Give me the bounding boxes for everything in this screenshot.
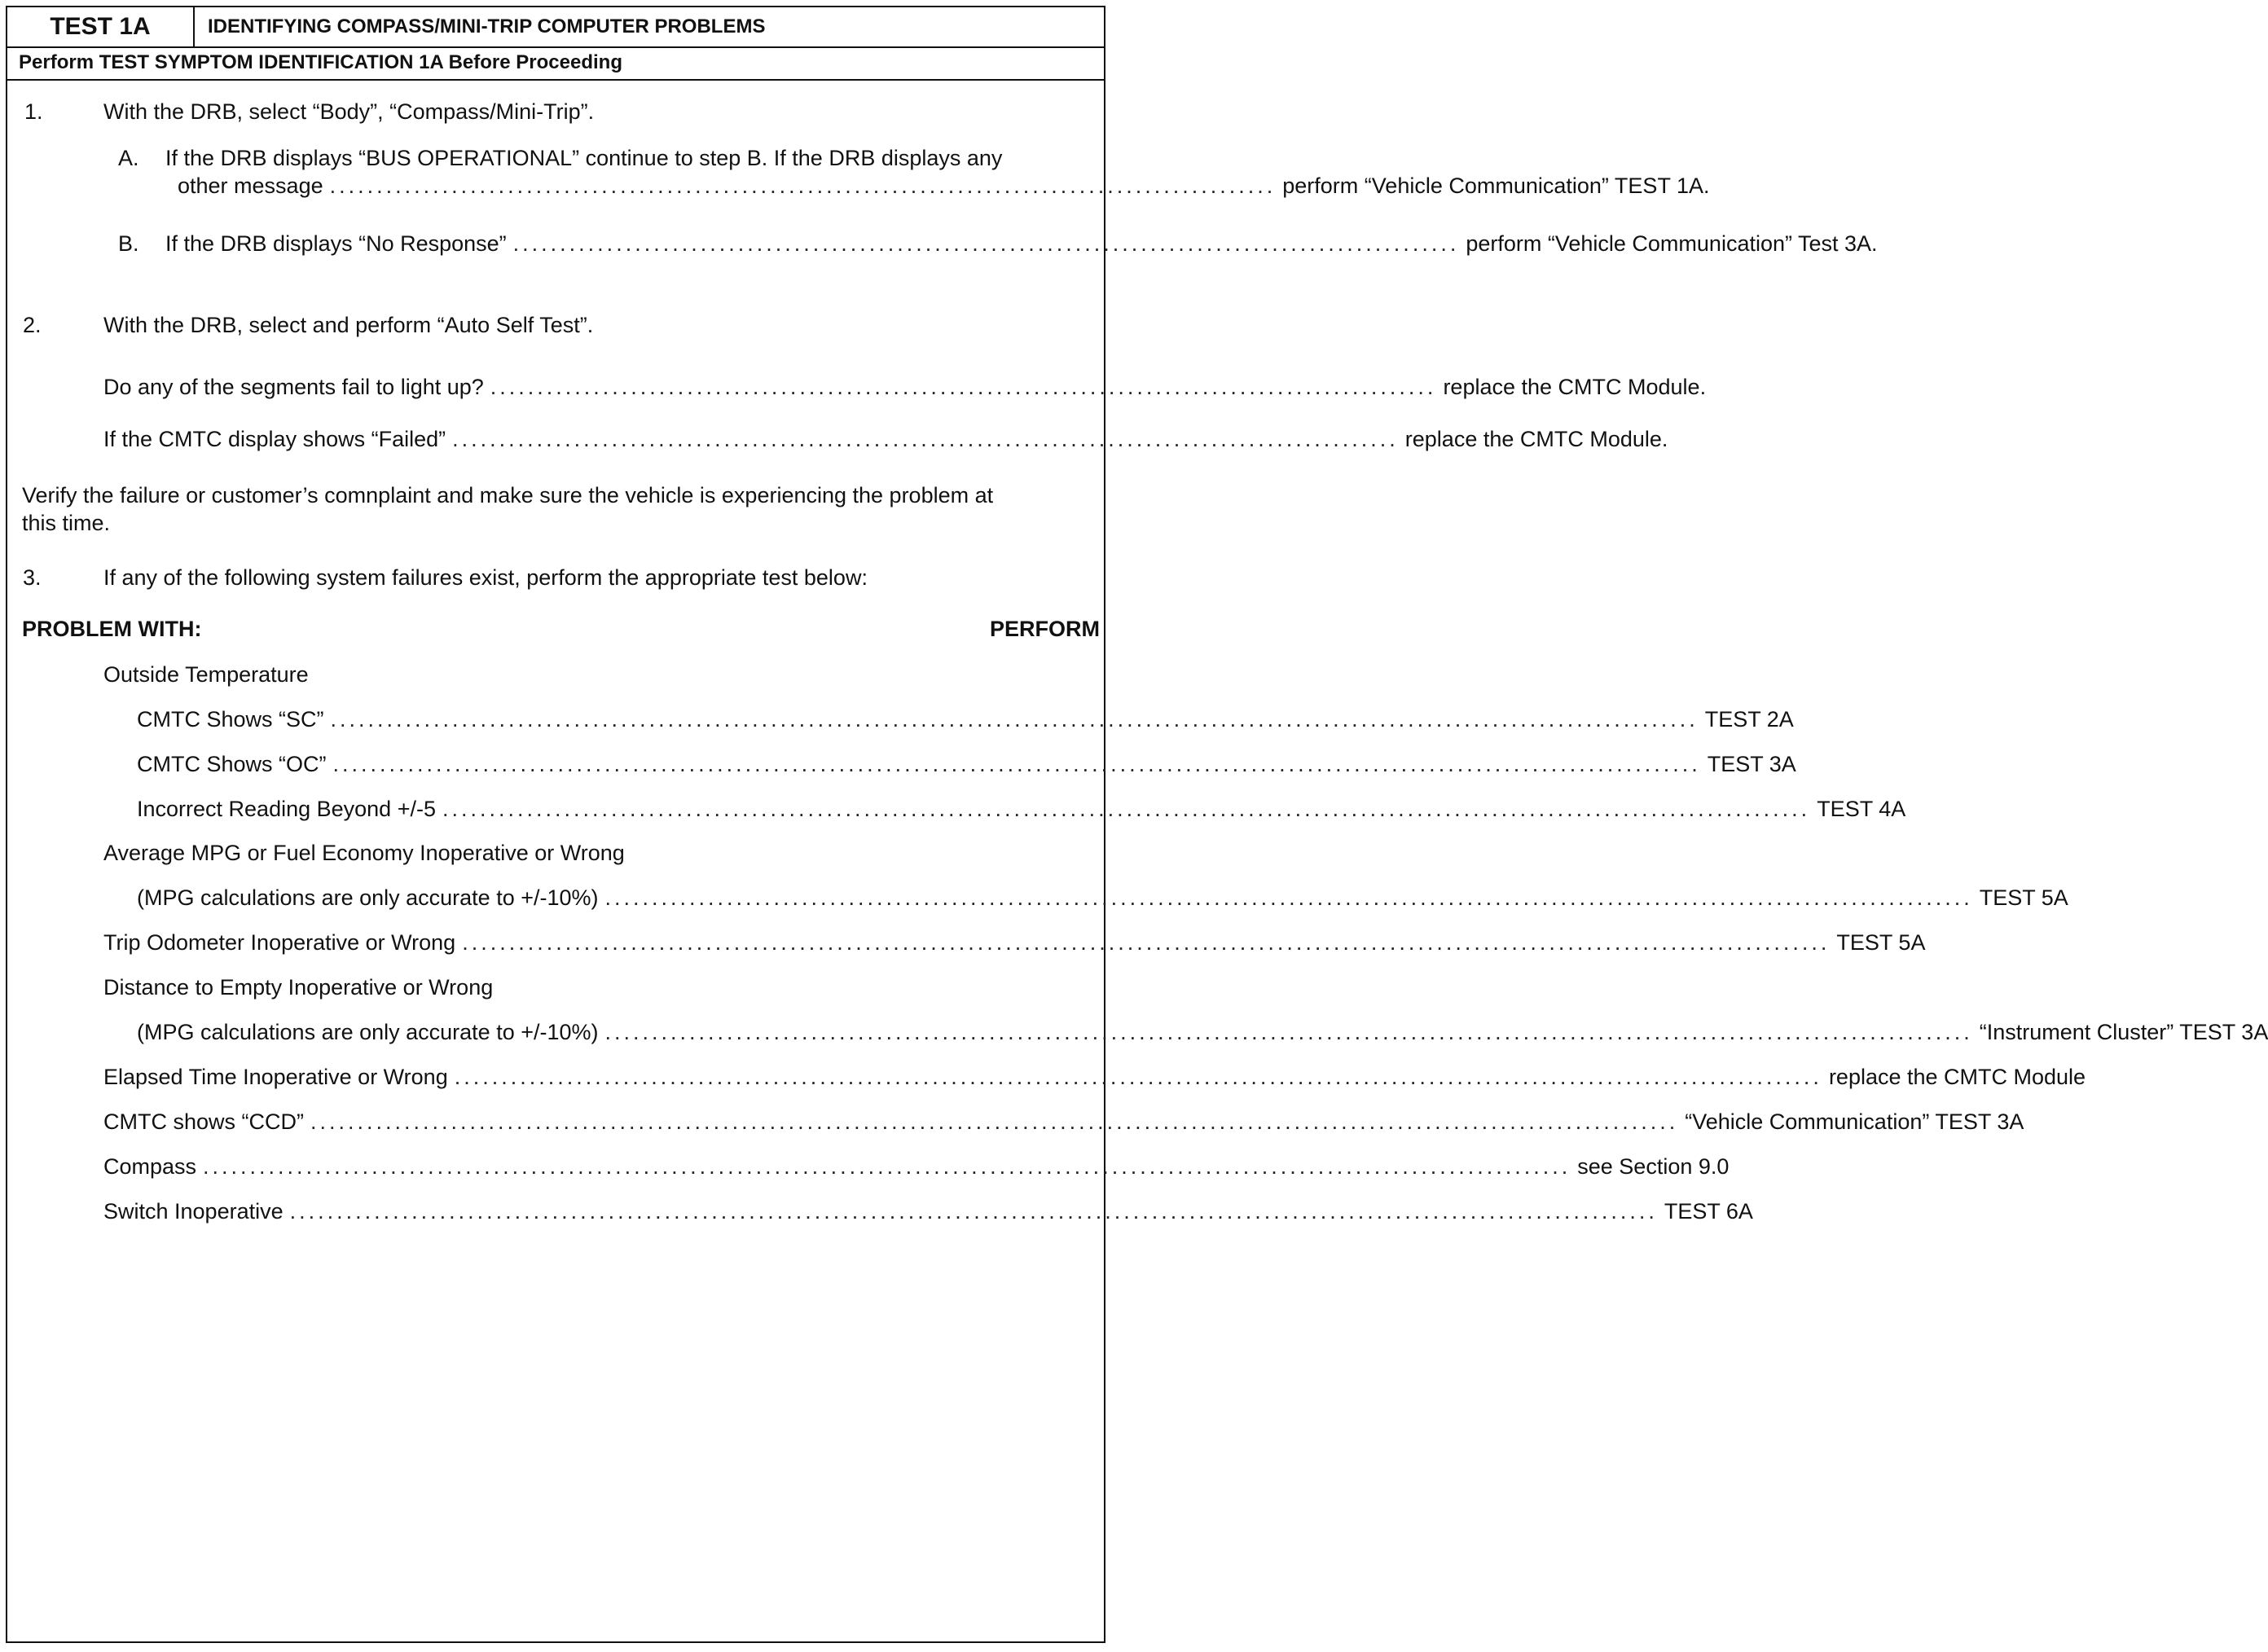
leader-dots: .................................................................................................................................................. (604, 1020, 1973, 1044)
step1b-label: B. (118, 231, 139, 256)
row-right-text: TEST 5A (1979, 885, 2068, 910)
row-left-text: CMTC shows “CCD” (103, 1109, 304, 1134)
row-right-text: “Instrument Cluster” TEST 3A (1979, 1020, 2268, 1044)
step2-q1 (103, 373, 1707, 401)
col-header-problem: PROBLEM WITH: (22, 617, 202, 641)
row-left-text: Trip Odometer Inoperative or Wrong (103, 930, 456, 955)
leader-dots: ..................................................................................................... (329, 174, 1277, 198)
header-row (7, 7, 1104, 48)
row-left-text: Elapsed Time Inoperative or Wrong (103, 1065, 448, 1089)
row-left-text: Incorrect Reading Beyond +/-5 (137, 797, 436, 821)
subtitle: Perform TEST SYMPTOM IDENTIFICATION 1A Before Proceeding (19, 51, 622, 73)
step2-number: 2. (23, 313, 42, 337)
leader-dots: ..................................................................................................... (490, 375, 1437, 399)
step2-q2-right: replace the CMTC Module. (1404, 427, 1668, 451)
step2-q1-right: replace the CMTC Module. (1443, 375, 1707, 399)
row-right-text: “Vehicle Communication” TEST 3A (1685, 1109, 2024, 1134)
leader-dots: ..................................................................................................... (512, 231, 1460, 256)
step2-q2-left: If the CMTC display shows “Failed” (103, 427, 446, 451)
step1a-label: A. (118, 146, 139, 170)
leader-dots: .................................................................................................................................................. (332, 752, 1701, 776)
row-right-text: TEST 3A (1707, 752, 1796, 776)
page-title: IDENTIFYING COMPASS/MINI-TRIP COMPUTER PROBLEMS (208, 15, 766, 37)
row-distance-to-empty: Distance to Empty Inoperative or Wrong (103, 975, 494, 1000)
row-mpg-accuracy-2 (137, 1018, 2268, 1046)
leader-dots: .................................................................................................................................................. (454, 1065, 1822, 1089)
step1-text: With the DRB, select “Body”, “Compass/Mini-Trip”. (103, 99, 595, 124)
row-left-text: (MPG calculations are only accurate to +/-10%) (137, 1020, 599, 1044)
step1a-line2 (178, 172, 1710, 200)
row-left-text: CMTC Shows “OC” (137, 752, 327, 776)
leader-dots: ..................................................................................................... (452, 427, 1399, 451)
row-left-text: Compass (103, 1154, 197, 1179)
row-right-text: TEST 2A (1704, 707, 1794, 732)
step1b-right: perform “Vehicle Communication” Test 3A. (1466, 231, 1878, 256)
step1-number: 1. (24, 99, 43, 124)
step2-text: With the DRB, select and perform “Auto Self Test”. (103, 313, 594, 337)
test-id: TEST 1A (7, 7, 195, 46)
leader-dots: .................................................................................................................................................. (310, 1109, 1679, 1134)
subtitle-row (7, 46, 1104, 81)
row-right-text: TEST 4A (1817, 797, 1906, 821)
step2-q2 (103, 425, 1668, 453)
step3-text: If any of the following system failures exist, perform the appropriate test below: (103, 565, 868, 590)
row-outside-temperature: Outside Temperature (103, 662, 309, 687)
row-cmtc-ccd (103, 1108, 2024, 1136)
row-left-text: (MPG calculations are only accurate to +/-10%) (137, 885, 599, 910)
row-cmtc-sc (137, 705, 1794, 733)
step3-number: 3. (23, 565, 42, 590)
row-trip-odometer (103, 929, 1926, 956)
row-right-text: TEST 5A (1836, 930, 1926, 955)
row-right-text: see Section 9.0 (1577, 1154, 1730, 1179)
step1a-line2-right: perform “Vehicle Communication” TEST 1A. (1282, 174, 1710, 198)
step1a-line1: If the DRB displays “BUS OPERATIONAL” continue to step B. If the DRB displays any (165, 146, 1003, 170)
leader-dots: .................................................................................................................................................. (203, 1154, 1571, 1179)
leader-dots: .................................................................................................................................................. (330, 707, 1699, 732)
row-compass (103, 1153, 1730, 1180)
row-incorrect-reading (137, 795, 1906, 823)
row-switch-inoperative (103, 1197, 1753, 1225)
row-mpg-accuracy-1 (137, 884, 2068, 912)
row-left-text: CMTC Shows “SC” (137, 707, 324, 732)
leader-dots: .................................................................................................................................................. (442, 797, 1811, 821)
row-cmtc-oc (137, 750, 1796, 778)
row-average-mpg: Average MPG or Fuel Economy Inoperative or Wrong (103, 841, 625, 865)
leader-dots: .................................................................................................................................................. (604, 885, 1973, 910)
col-header-perform: PERFORM (990, 617, 1100, 641)
step2-q1-left: Do any of the segments fail to light up? (103, 375, 484, 399)
row-right-text: TEST 6A (1664, 1199, 1753, 1224)
row-left-text: Switch Inoperative (103, 1199, 284, 1224)
row-elapsed-time (103, 1063, 2086, 1091)
step1b-left: If the DRB displays “No Response” (165, 231, 507, 256)
step1b-line (165, 230, 1878, 257)
verify-line2: this time. (22, 511, 111, 535)
leader-dots: .................................................................................................................................................. (289, 1199, 1658, 1224)
verify-line1: Verify the failure or customer’s comnplaint and make sure the vehicle is experiencing the problem at (22, 483, 994, 507)
leader-dots: .................................................................................................................................................. (462, 930, 1831, 955)
step1a-line2-left: other message (178, 174, 323, 198)
row-right-text: replace the CMTC Module (1828, 1065, 2086, 1089)
